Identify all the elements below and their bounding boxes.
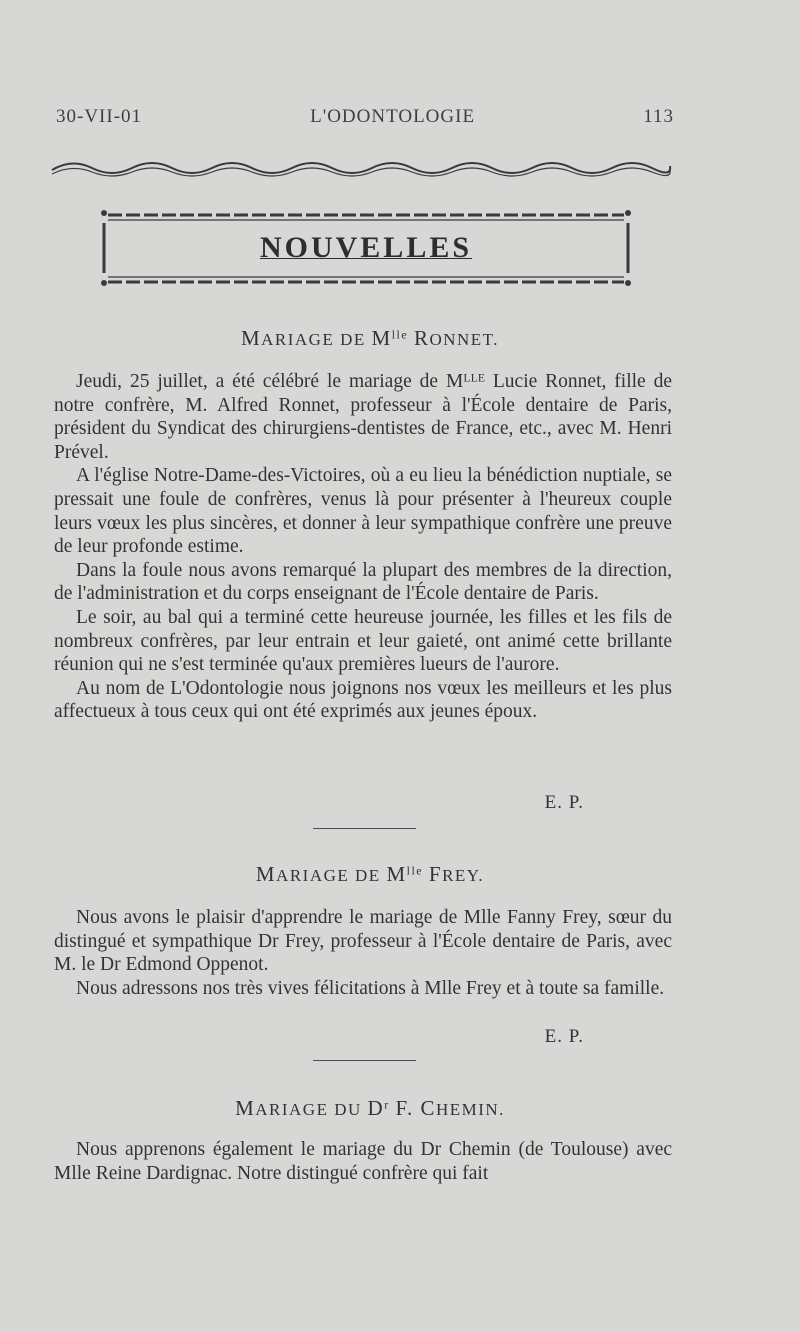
header-page-number: 113: [643, 106, 674, 127]
paragraph: Nous adressons nos très vives félicitations à Mlle Frey et à toute sa famille.: [76, 977, 665, 999]
paragraph: Le soir, au bal qui a terminé cette heureuse journée, les filles et les fils de nombreux confrères, par leur entrain et leur gaieté, ont animé cette brillante réunion qui ne s'est terminée qu'aux premières lueurs de l'aurore.: [54, 606, 672, 676]
header-date: 30-VII-01: [56, 106, 143, 127]
header-journal-title: L'ODONTOLOGIE: [310, 106, 476, 127]
paragraph: Dans la foule nous avons remarqué la plupart des membres de la direction, de l'administration et du corps enseignant de l'École dentaire de Paris.: [54, 559, 672, 605]
section-title-ronnet: MARIAGE DE $M^{lle}$ RONNET.: [240, 326, 500, 350]
section-title-frey: MARIAGE DE $M^{lle}$ FREY.: [255, 862, 485, 886]
title-sup: lle: [406, 863, 424, 878]
signature: E. P.: [544, 792, 584, 813]
title-sup: r: [384, 1097, 390, 1112]
ornamental-wave-rule: [50, 156, 672, 178]
article-frey: [54, 906, 672, 1000]
banner-title: NOUVELLES: [259, 231, 473, 264]
paragraph: A l'église Notre-Dame-des-Victoires, où a eu lieu la bénédiction nuptiale, se pressait une foule de confrères, venus là pour présenter à l'heureux couple leurs vœux les plus sincères, et donner à leur sympathique confrère une preuve de leur profonde estime.: [54, 465, 672, 558]
paragraph: Nous apprenons également le mariage du Dr Chemin (de Toulouse) avec Mlle Reine Dardignac. Notre distingué confrère qui fait: [54, 1139, 672, 1184]
article-chemin: [54, 1138, 672, 1185]
section-banner: [96, 203, 636, 291]
section-title-chemin: MARIAGE DU $D^r$ F. CHEMIN.: [235, 1096, 505, 1120]
article-ronnet: [54, 370, 672, 724]
paragraph: Nous avons le plaisir d'apprendre le mariage de Mlle Fanny Frey, sœur du distingué et sympathique Dr Frey, professeur à l'École dentaire de Paris, avec M. le Dr Edmond Oppenot.: [54, 907, 672, 976]
paragraph: Jeudi, 25 juillet, a été célébré le mariage de Mᴸᴸᴱ Lucie Ronnet, fille de notre confrère, M. Alfred Ronnet, professeur à l'École dentaire de Paris, président du Syndicat des chirurgiens-dentistes de France, etc., avec M. Henri Prével.: [54, 371, 672, 463]
paragraph: Au nom de L'Odontologie nous joignons nos vœux les meilleurs et les plus affectueux à tous ceux qui ont été exprimés aux jeunes époux.: [54, 677, 672, 723]
signature: E. P.: [544, 1026, 584, 1047]
section-divider: [313, 1060, 416, 1061]
title-sup: lle: [391, 327, 409, 342]
section-divider: [313, 828, 416, 829]
running-header: [56, 106, 674, 128]
